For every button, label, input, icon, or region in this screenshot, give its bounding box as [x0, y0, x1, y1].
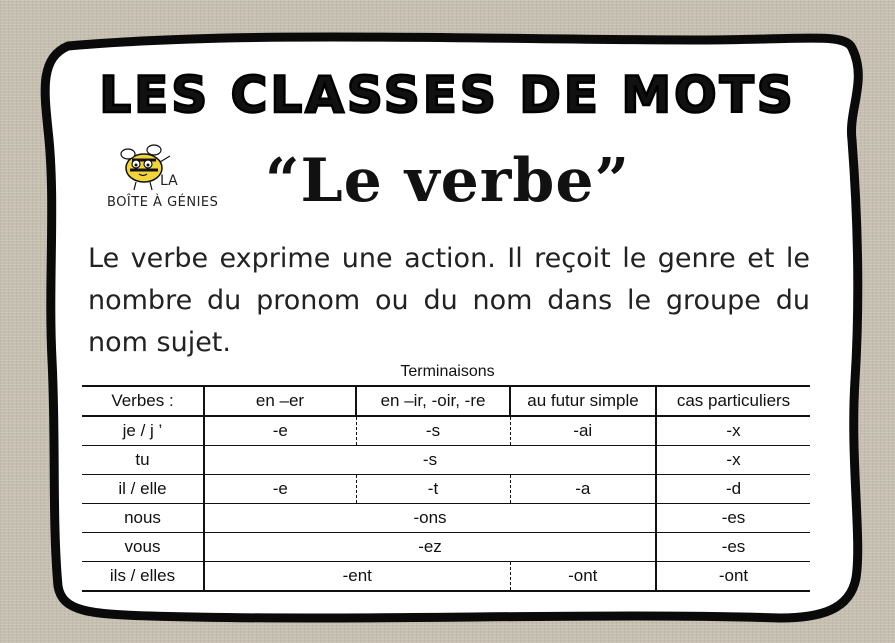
table-row: [82, 475, 810, 504]
ending-cell: -d: [656, 475, 810, 504]
ending-cell: -ez: [204, 533, 656, 562]
ending-cell: -es: [656, 504, 810, 533]
pronoun-cell: tu: [82, 446, 204, 475]
ending-cell: -e: [204, 475, 356, 504]
column-header: en –ir, -oir, -re: [356, 386, 510, 416]
ending-cell: -x: [656, 446, 810, 475]
table-row: [82, 562, 810, 592]
conjugation-table: [82, 385, 810, 592]
ending-cell: -ons: [204, 504, 656, 533]
ending-cell: -es: [656, 533, 810, 562]
ending-cell: -x: [656, 416, 810, 446]
column-header: en –er: [204, 386, 356, 416]
pronoun-cell: il / elle: [82, 475, 204, 504]
ending-cell: -a: [510, 475, 656, 504]
ending-cell: -ont: [510, 562, 656, 592]
ending-cell: -ent: [204, 562, 510, 592]
column-header: Verbes :: [82, 386, 204, 416]
pronoun-cell: je / j ’: [82, 416, 204, 446]
definition-paragraph: Le verbe exprime une action. Il reçoit le genre et le nombre du pronom ou du nom dans le groupe du nom sujet.: [88, 243, 810, 358]
pronoun-cell: vous: [82, 533, 204, 562]
table-header-row: [82, 386, 810, 416]
table-row: [82, 504, 810, 533]
ending-cell: -ai: [510, 416, 656, 446]
ending-cell: -s: [204, 446, 656, 475]
ending-cell: -e: [204, 416, 356, 446]
table-row: [82, 533, 810, 562]
logo-text: LA: [160, 173, 178, 189]
table-caption: Terminaisons: [400, 363, 495, 380]
column-header: au futur simple: [510, 386, 656, 416]
ending-cell: -t: [356, 475, 510, 504]
table-row: [82, 416, 810, 446]
subtitle: “Le verbe”: [264, 146, 631, 216]
column-header: cas particuliers: [656, 386, 810, 416]
table-row: [82, 446, 810, 475]
logo-text: BOÎTE À GÉNIES: [107, 195, 219, 210]
ending-cell: -s: [356, 416, 510, 446]
pronoun-cell: nous: [82, 504, 204, 533]
page-title: LES CLASSES DE MOTS: [99, 66, 796, 124]
pronoun-cell: ils / elles: [82, 562, 204, 592]
ending-cell: -ont: [656, 562, 810, 592]
